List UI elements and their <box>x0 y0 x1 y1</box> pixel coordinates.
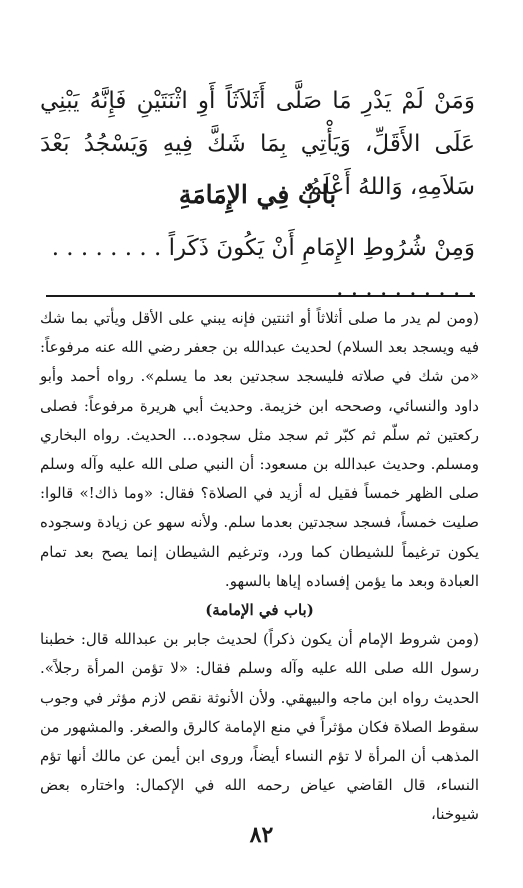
divider-line <box>46 295 475 297</box>
commentary-paragraph: (ومن شروط الإمام أن يكون ذكراً) لحديث جابر بن عبدالله قال: خطبنا رسول الله صلى الله عليه وآله وسلم فقال: «لا تؤمن المرأة رجلاً». الحديث رواه ابن ماجه والبيهقي. ولأن الأنوثة نقص لازم مؤثر في وجوب سقوط الصلاة فكان مؤثراً في منع الإمامة كالرق والصغر. والمشهور من المذهب أن المرأة لا تؤم النساء أيضاً، وروى ابن أيمن عن مالك أنها تؤم النساء، قال القاضي عياض رحمه الله في الإكمال: واختاره بعض شيوخنا، <box>40 630 479 824</box>
commentary-section <box>40 304 479 830</box>
chapter-heading: بابٌ فِي الإِمَامَةِ <box>178 180 337 209</box>
main-text-paragraph: وَمَنْ لَمْ يَدْرِ مَا صَلَّى أَثَلاَثَاً أَوِ اثْنَتَيْنِ فَإِنَّهُ يَبْنِي عَلَى الأَقَلِّ، وَيَأْتِي بِمَا شَكَّ فِيهِ وَيَسْجُدُ بَعْدَ سَلاَمِهِ، وَاللهُ أَعْلَمُ. <box>40 88 475 200</box>
page-number: ٨٢ <box>249 822 274 848</box>
commentary-heading: (باب في الإمامة) <box>205 601 314 620</box>
commentary-paragraph: (ومن لم يدر ما صلى أثلاثاً أو اثنتين فإنه يبني على الأقل ويأتي بما شك فيه ويسجد بعد السلام) لحديث عبدالله بن جعفر رضي الله عنه مرفوعاً: «من شك في صلاته فليسجد سجدتين بعد ما يسلم». رواه أحمد وأبو داود والنسائي، وصححه ابن خزيمة. وحديث أبي هريرة مرفوعاً: فصلى ركعتين ثم سلّم ثم كبّر ثم سجد مثل سجوده... الحديث. رواه البخاري ومسلم. وحديث عبدالله بن مسعود: أن النبي صلى الله عليه وآله وسلم صلى الظهر خمساً فقيل له أزيد في الصلاة؟ فقال: «وما ذاك!» قالوا: صليت خمساً، فسجد سجدتين بعدما سلم. ولأنه سهو عن زيادة وسجوده يكون ترغيماً للشيطان كما ورد، وترغيم الشيطان إنما يصح بعد تمام العبادة وبعد ما يؤمن إفساده إياها بالسهو. <box>40 309 479 590</box>
main-text-condition: وَمِنْ شُرُوطِ الإِمَامِ أَنْ يَكُونَ ذَكَراً . . . . . . . . . . . . . . . . . . <box>51 235 475 301</box>
